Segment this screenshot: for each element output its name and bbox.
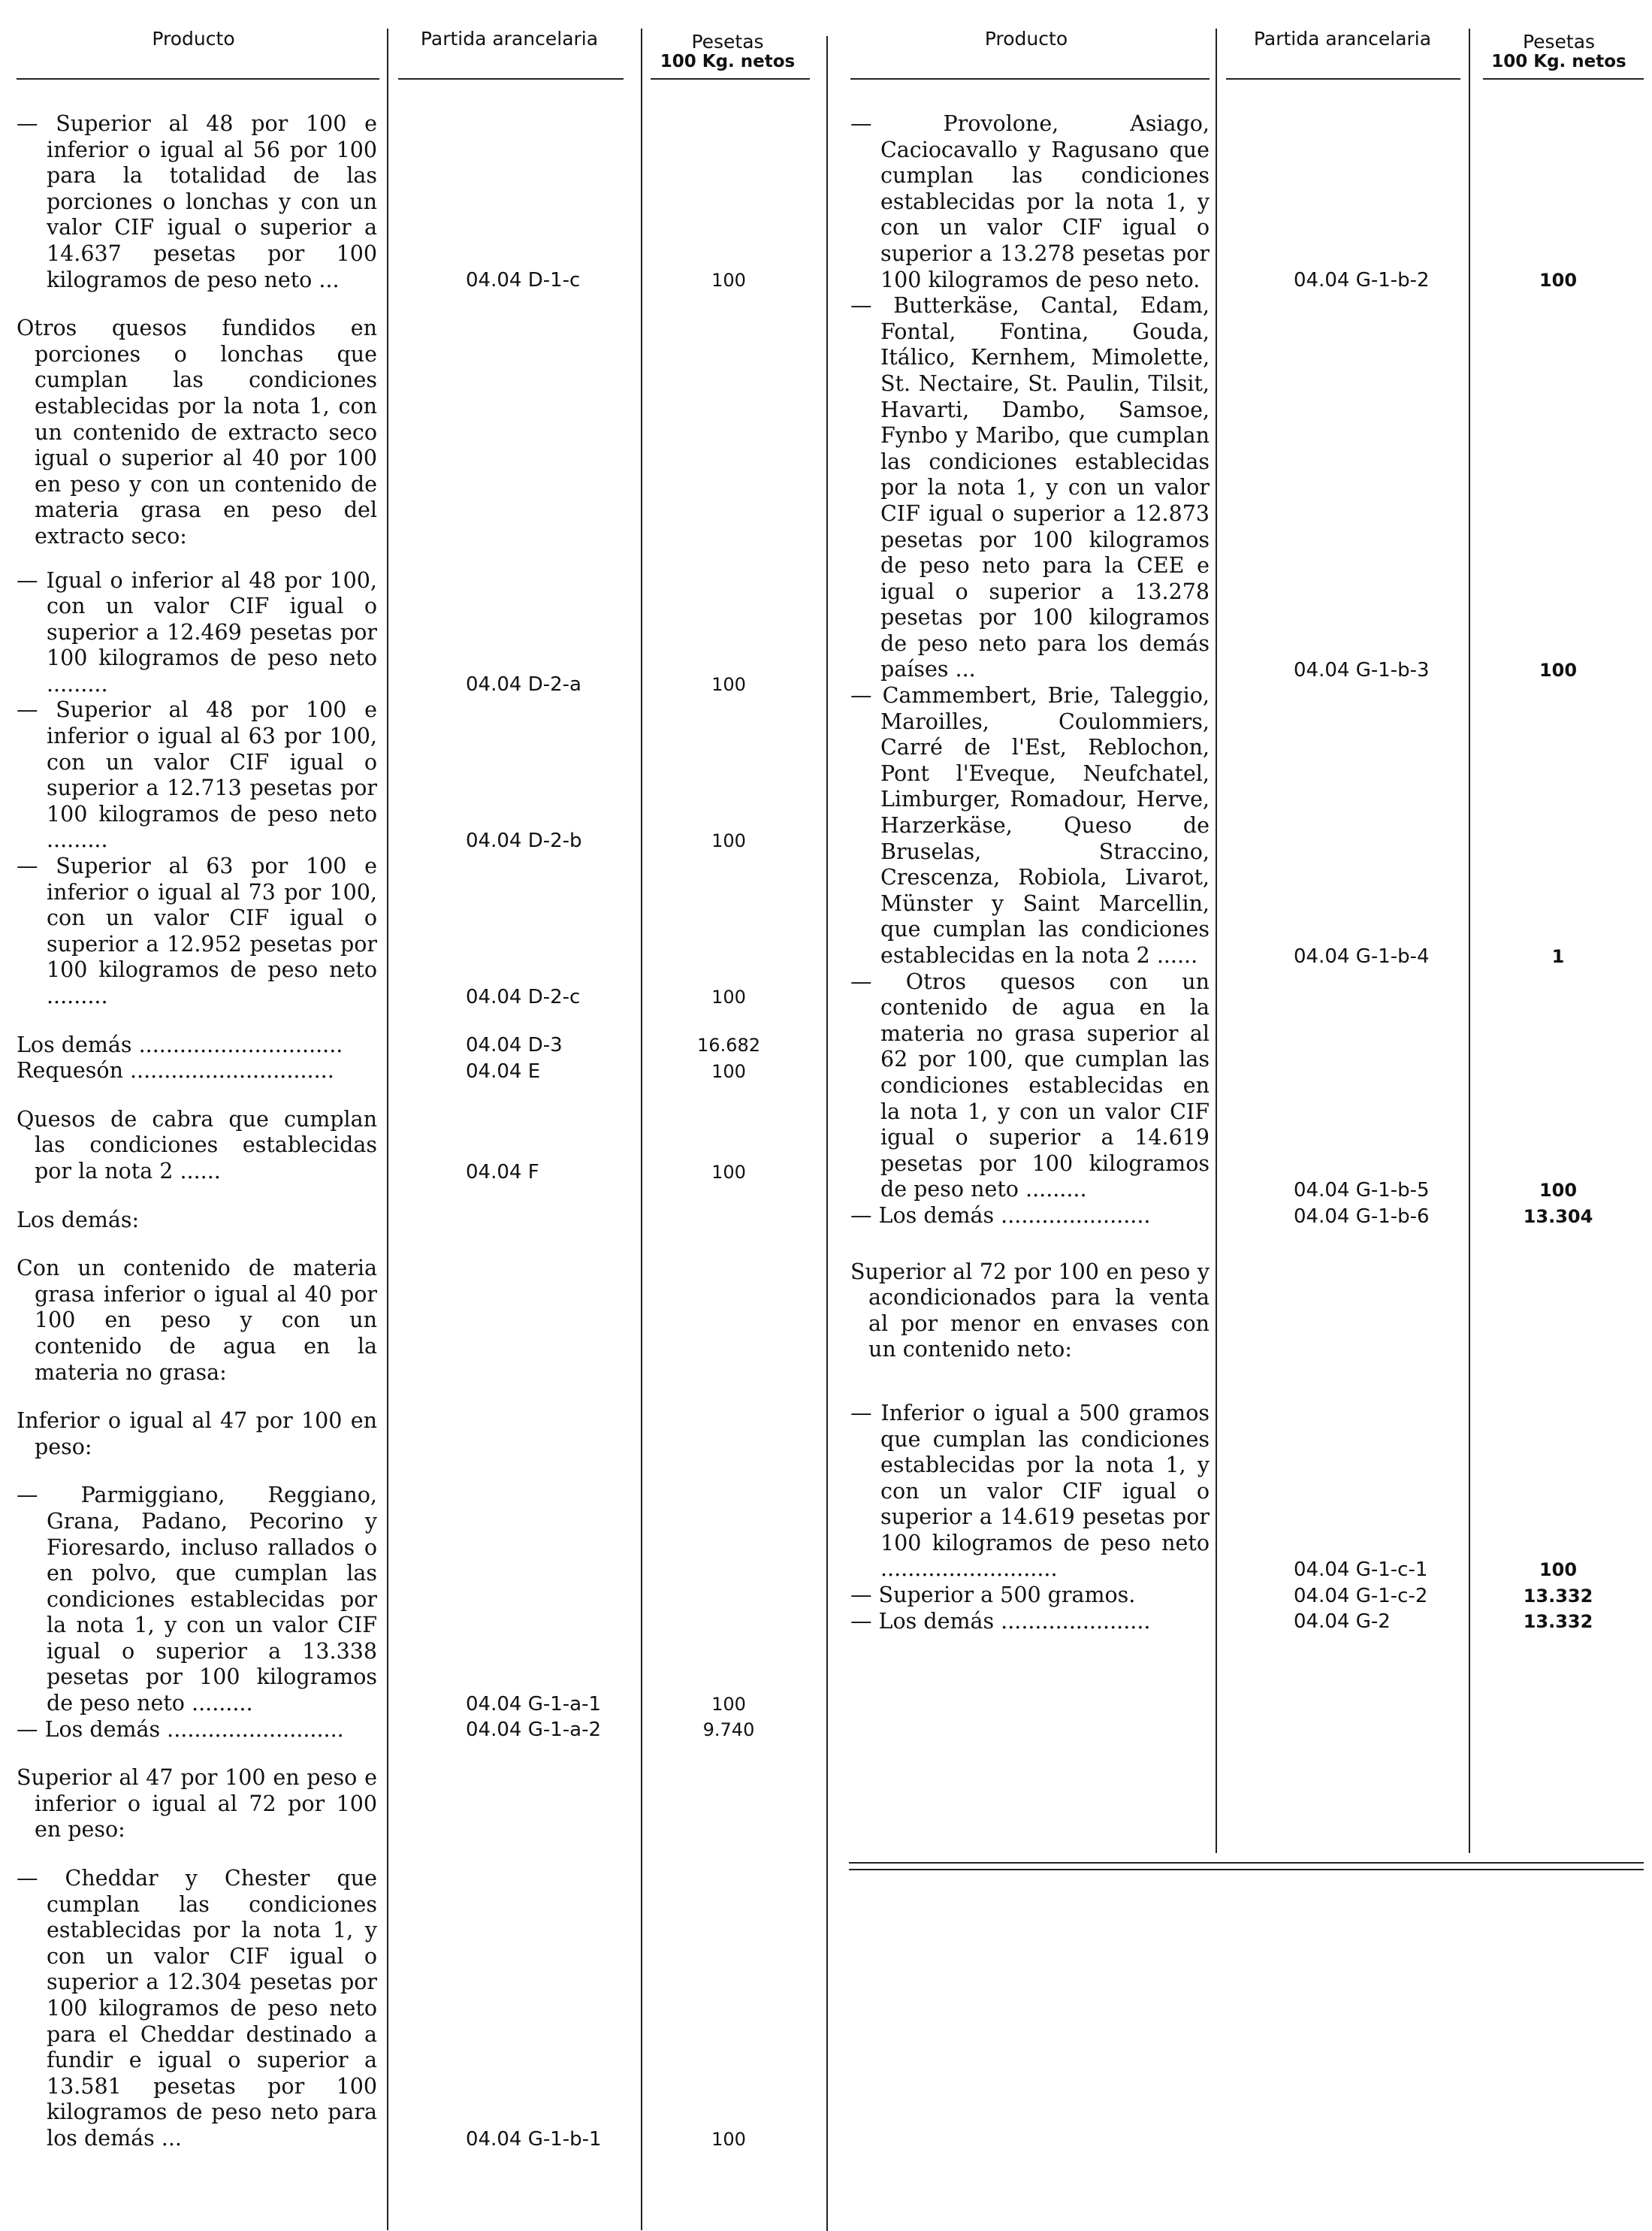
product-description: Los demás:	[17, 1207, 140, 1232]
header-producto: Producto	[984, 28, 1068, 50]
table-row	[0, 1107, 819, 1185]
right-table-header	[835, 0, 1652, 79]
tariff-code: 04.04 G-1-b-5	[1294, 1178, 1430, 1202]
table-row	[0, 111, 819, 293]
tariff-code: 04.04 D-3	[466, 1034, 563, 1057]
table-row	[835, 111, 1652, 293]
pesetas-value: 100	[711, 270, 746, 292]
tariff-code: 04.04 G-1-b-1	[466, 2127, 602, 2151]
table-row	[0, 1058, 819, 1084]
table-row	[0, 1483, 819, 1716]
pesetas-value: 100	[711, 1161, 746, 1183]
tariff-code: 04.04 D-2-a	[466, 673, 581, 697]
product-description: — Butterkäse, Cantal, Edam, Fontal, Fontina, Gouda, Itálico, Kernhem, Mimolette, St. Nectaire, St. Paulin, Tilsit, Havarti, Dambo, Samsoe, Fynbo y Maribo, que cumplan las condiciones establecidas por la nota 1, y con un valor CIF igual o superior a 12.873 pesetas por 100 kilogramos de peso neto para la CEE e igual o superior a 13.278 pesetas por 100 kilogramos de peso neto para los demás países ...	[850, 293, 1210, 682]
header-pesetas: Pesetas 100 Kg. netos	[660, 31, 796, 71]
product-description: Superior al 47 por 100 en peso e inferior o igual al 72 por 100 en peso:	[17, 1765, 377, 1843]
tariff-code: 04.04 G-1-b-3	[1294, 659, 1430, 682]
product-description: Requesón ..............................	[17, 1058, 334, 1084]
pesetas-value: 13.304	[1523, 1205, 1593, 1227]
header-partida: Partida arancelaria	[1253, 28, 1432, 50]
pesetas-value: 13.332	[1523, 1585, 1593, 1607]
table-row	[0, 568, 819, 698]
table-row	[835, 969, 1652, 1203]
table-end-rule	[849, 1862, 1644, 1864]
tariff-code: 04.04 D-1-c	[466, 269, 581, 292]
tariff-code: 04.04 D-2-b	[466, 830, 582, 853]
page-column-divider	[826, 36, 828, 2231]
table-row	[0, 1866, 819, 2152]
table-row	[835, 1203, 1652, 1229]
product-description: — Inferior o igual a 500 gramos que cumplan las condiciones establecidas por la nota 1, y con un valor CIF igual o superior a 14.619 pesetas por 100 kilogramos de peso neto ..........................	[850, 1400, 1210, 1582]
table-row	[0, 854, 819, 1010]
pesetas-value: 13.332	[1523, 1611, 1593, 1633]
pesetas-value: 100	[711, 986, 746, 1008]
table-row	[0, 1256, 819, 1386]
header-producto: Producto	[152, 28, 235, 50]
table-row	[835, 1583, 1652, 1609]
left-table-header	[0, 0, 819, 79]
table-row	[835, 1259, 1652, 1363]
product-description: — Superior a 500 gramos.	[850, 1583, 1136, 1608]
header-partida: Partida arancelaria	[420, 28, 599, 50]
pesetas-value: 9.740	[702, 1719, 755, 1741]
tariff-code: 04.04 G-1-b-4	[1294, 945, 1430, 968]
table-row	[0, 1208, 819, 1234]
product-description: — Superior al 63 por 100 e inferior o igual al 73 por 100, con un valor CIF igual o superior a 12.952 pesetas por 100 kilogramos de peso neto .........	[17, 854, 377, 1008]
product-description: Los demás ..............................	[17, 1032, 343, 1057]
product-description: — Parmiggiano, Reggiano, Grana, Padano, Pecorino y Fioresardo, incluso rallados o en polvo, que cumplan las condiciones establecidas por la nota 1, y con un valor CIF igual o superior a 13.338 pesetas por 100 kilogramos de peso neto .........	[17, 1483, 377, 1716]
header-underline	[1226, 78, 1460, 80]
pesetas-value: 100	[711, 674, 746, 696]
product-description: — Los demás ......................	[850, 1608, 1151, 1634]
table-row	[0, 697, 819, 854]
tariff-code: 04.04 G-1-c-1	[1294, 1558, 1428, 1582]
pesetas-value: 100	[1539, 660, 1578, 682]
product-description: Superior al 72 por 100 en peso y acondicionados para la venta al por menor en envases con un contenido neto:	[850, 1259, 1210, 1362]
tariff-code: 04.04 G-1-a-1	[466, 1692, 602, 1716]
product-description: — Provolone, Asiago, Caciocavallo y Ragusano que cumplan las condiciones establecidas por la nota 1, y con un valor CIF igual o superior a 13.278 pesetas por 100 kilogramos de peso neto.	[850, 111, 1210, 292]
table-row	[0, 316, 819, 549]
table-end-rule	[849, 1869, 1644, 1870]
header-underline	[398, 78, 624, 80]
product-description: — Los demás ..........................	[17, 1716, 344, 1742]
header-underline	[850, 78, 1210, 80]
product-description: — Cammembert, Brie, Taleggio, Maroilles, Coulommiers, Carré de l'Est, Reblochon, Pont l'Eveque, Neufchatel, Limburger, Romadour, Herve, Harzerkäse, Queso de Bruselas, Straccino, Crescenza, Robiola, Livarot, Münster y Saint Marcellin, que cumplan las condiciones establecidas en la nota 2 ......	[850, 683, 1210, 968]
table-row	[0, 1408, 819, 1460]
tariff-code: 04.04 G-1-c-2	[1294, 1584, 1428, 1607]
product-description: Inferior o igual al 47 por 100 en peso:	[17, 1408, 377, 1459]
product-description: — Otros quesos con un contenido de agua en la materia no grasa superior al 62 por 100, que cumplan las condiciones establecidas en la nota 1, y con un valor CIF igual o superior a 14.619 pesetas por 100 kilogramos de peso neto .........	[850, 969, 1210, 1202]
product-description: Otros quesos fundidos en porciones o lonchas que cumplan las condiciones establecidas por la nota 1, con un contenido de extracto seco igual o superior al 40 por 100 en peso y con un contenido de materia grasa en peso del extracto seco:	[17, 316, 377, 549]
tariff-code: 04.04 G-1-b-2	[1294, 269, 1430, 292]
product-description: — Los demás ......................	[850, 1202, 1151, 1228]
product-description: — Superior al 48 por 100 e inferior o igual al 56 por 100 para la totalidad de las porciones o lonchas y con un valor CIF igual o superior a 14.637 pesetas por 100 kilogramos de peso neto ...	[17, 111, 377, 292]
header-underline	[1483, 78, 1644, 80]
pesetas-value: 100	[1539, 270, 1578, 292]
tariff-code: 04.04 G-1-a-2	[466, 1719, 602, 1742]
product-description: — Superior al 48 por 100 e inferior o igual al 63 por 100, con un valor CIF igual o superior a 12.713 pesetas por 100 kilogramos de peso neto .........	[17, 697, 377, 853]
table-row	[0, 1032, 819, 1059]
pesetas-value: 1	[1551, 945, 1565, 967]
table-row	[835, 1401, 1652, 1583]
table-row	[0, 1765, 819, 1843]
pesetas-value: 100	[711, 830, 746, 852]
table-row	[835, 1609, 1652, 1635]
pesetas-value: 16.682	[697, 1035, 760, 1057]
product-description: — Cheddar y Chester que cumplan las condiciones establecidas por la nota 1, y con un valor CIF igual o superior a 12.304 pesetas por 100 kilogramos de peso neto para el Cheddar destinado a fundir e igual o superior a 13.581 pesetas por 100 kilogramos de peso neto para los demás ...	[17, 1866, 377, 2151]
tariff-code: 04.04 G-1-b-6	[1294, 1205, 1430, 1228]
table-row	[835, 293, 1652, 683]
pesetas-value: 100	[711, 1693, 746, 1715]
tariff-code: 04.04 D-2-c	[466, 985, 581, 1008]
left-rows	[0, 111, 819, 2152]
header-pesetas: Pesetas 100 Kg. netos	[1491, 31, 1626, 71]
pesetas-value: 100	[1539, 1559, 1578, 1581]
header-underline	[651, 78, 810, 80]
product-description: — Igual o inferior al 48 por 100, con un valor CIF igual o superior a 12.469 pesetas por 100 kilogramos de peso neto .........	[17, 567, 377, 697]
tariff-code: 04.04 E	[466, 1060, 541, 1083]
right-rows	[835, 111, 1652, 1634]
product-description: Con un contenido de materia grasa inferior o igual al 40 por 100 en peso y con un contenido de agua en la materia no grasa:	[17, 1256, 377, 1385]
table-row	[0, 1717, 819, 1743]
pesetas-value: 100	[711, 2128, 746, 2150]
product-description: Quesos de cabra que cumplan las condiciones establecidas por la nota 2 ......	[17, 1106, 377, 1184]
table-row	[835, 683, 1652, 969]
tariff-code: 04.04 G-2	[1294, 1610, 1391, 1634]
pesetas-value: 100	[711, 1060, 746, 1082]
tariff-code: 04.04 F	[466, 1160, 539, 1184]
header-underline	[17, 78, 379, 80]
pesetas-value: 100	[1539, 1179, 1578, 1201]
